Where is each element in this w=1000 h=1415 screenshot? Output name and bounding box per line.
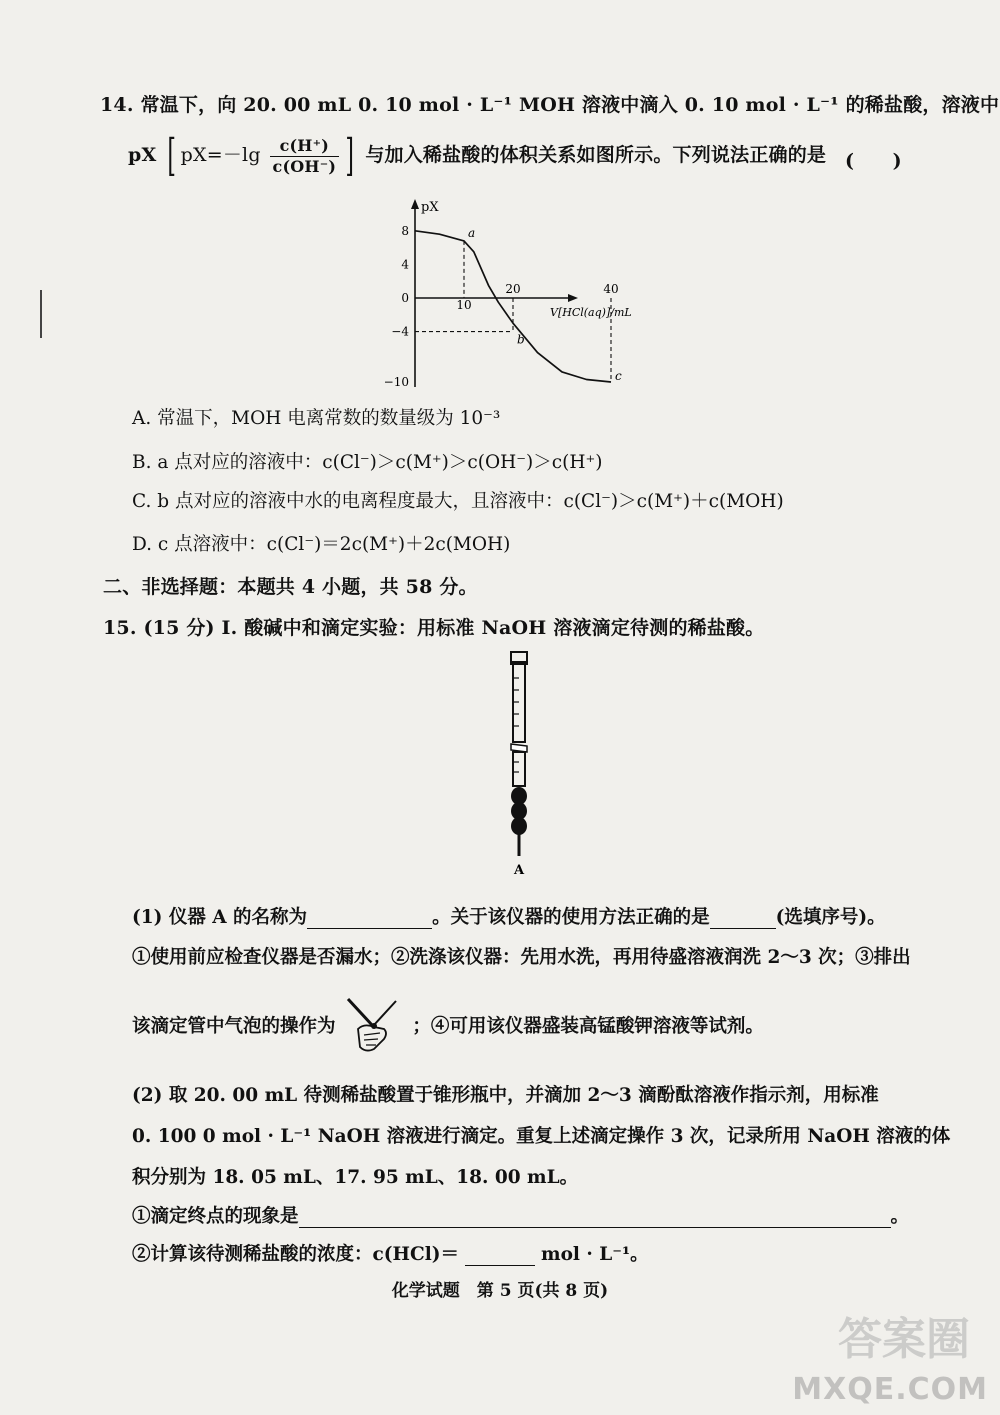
- q14-option-d: D. c 点溶液中：c(Cl⁻)＝2c(M⁺)＋2c(MOH): [132, 534, 511, 555]
- q15-p2-line1: (2) 取 20. 00 mL 待测稀盐酸置于锥形瓶中，并滴加 2～3 滴酚酞溶液作指示剂，用标准: [132, 1085, 879, 1106]
- y-axis-arrow: [411, 199, 419, 209]
- q15-p1-line1: [132, 903, 886, 929]
- q14-answer-paren: ( ): [845, 150, 902, 172]
- fraction-numerator: c(H⁺): [270, 136, 340, 156]
- q14-option-a: A. 常温下，MOH 电离常数的数量级为 10⁻³: [132, 408, 501, 429]
- point-label-c: c: [615, 369, 622, 383]
- q14-option-c: C. b 点对应的溶液中水的电离程度最大，且溶液中：c(Cl⁻)＞c(M⁺)＋c(MOH): [132, 491, 784, 512]
- p1-text-a: (1) 仪器 A 的名称为: [132, 907, 308, 928]
- burette-icon: [511, 652, 527, 856]
- px-definition: pX=－lg: [180, 144, 261, 166]
- q15-intro: 15. (15 分) Ⅰ. 酸碱中和滴定实验：用标准 NaOH 溶液滴定待测的稀盐酸。: [103, 617, 765, 639]
- fraction-denominator: c(OH⁻): [272, 156, 337, 176]
- y-tick-label: 0: [401, 291, 409, 305]
- page-footer: 化学试题 第 5 页(共 8 页): [391, 1281, 609, 1301]
- q15-p2-line3: 积分别为 18. 05 mL、17. 95 mL、18. 00 mL。: [132, 1167, 579, 1188]
- q15-p1-line2: ①使用前应检查仪器是否漏水；②洗涤该仪器：先用水洗，再用待盛溶液润洗 2～3 次；③排出: [132, 947, 911, 968]
- p1-line3-text-b: ；④可用该仪器盛装高锰酸钾溶液等试剂。: [412, 1016, 764, 1037]
- p2-q2-text-a: ②计算该待测稀盐酸的浓度：c(HCl)＝: [132, 1244, 460, 1265]
- px-prefix: pX: [128, 144, 157, 166]
- y-tick-label: −4: [391, 324, 409, 339]
- x-axis-arrow: [568, 294, 578, 302]
- x-tick-label: 40: [603, 282, 619, 296]
- y-tick-label: 4: [401, 257, 409, 272]
- x-axis-label: V[HCl(aq)]/mL: [550, 306, 632, 319]
- watermark-site: MXQE.COM: [792, 1372, 988, 1407]
- bracket-left: [: [167, 130, 177, 181]
- binding-margin-rule: [40, 290, 42, 338]
- bubble-removal-hand-icon: [344, 995, 404, 1055]
- bracket-right: ]: [345, 130, 355, 181]
- p2-q1-text: ①滴定终点的现象是: [132, 1206, 299, 1227]
- q15-p2-q1: [132, 1202, 909, 1228]
- p1-text-c: (选填序号)。: [775, 907, 886, 928]
- watermark-logo: 答案圈: [838, 1314, 970, 1365]
- y-tick-label: 8: [401, 223, 409, 238]
- p1-text-b: 。关于该仪器的使用方法正确的是: [432, 907, 710, 928]
- px-titration-chart: [360, 195, 670, 390]
- q14-stem-rest: 与加入稀盐酸的体积关系如图所示。下列说法正确的是: [365, 144, 827, 166]
- y-axis-label: pX: [421, 200, 439, 215]
- apparatus-label-a: A: [513, 863, 525, 878]
- p1-line3-text-a: 该滴定管中气泡的操作为: [132, 1016, 336, 1037]
- q14-option-b: B. a 点对应的溶液中：c(Cl⁻)＞c(M⁺)＞c(OH⁻)＞c(H⁺): [132, 452, 603, 473]
- section2-title: 二、非选择题：本题共 4 小题，共 58 分。: [103, 576, 478, 598]
- q14-line2: [128, 130, 827, 181]
- p2-q2-unit: mol · L⁻¹。: [541, 1244, 649, 1265]
- q14-line1: 14. 常温下，向 20. 00 mL 0. 10 mol · L⁻¹ MOH 溶液中滴入 0. 10 mol · L⁻¹ 的稀盐酸，溶液中: [100, 94, 1000, 116]
- answer-blank-hcl-concentration[interactable]: [465, 1247, 535, 1266]
- answer-blank-instrument-name[interactable]: [307, 910, 432, 929]
- px-fraction: [270, 136, 340, 175]
- x-tick-label: 20: [505, 282, 521, 296]
- q15-p2-q2: [132, 1240, 649, 1266]
- answer-blank-method[interactable]: [710, 910, 776, 929]
- answer-blank-endpoint-phenomenon[interactable]: [299, 1209, 891, 1228]
- x-tick-label: 10: [456, 298, 472, 312]
- burette-illustration: [490, 648, 560, 878]
- q15-p1-line3: [132, 1012, 764, 1038]
- point-label-a: a: [468, 225, 476, 240]
- q15-p2-line2: 0. 100 0 mol · L⁻¹ NaOH 溶液进行滴定。重复上述滴定操作 3 次，记录所用 NaOH 溶液的体: [132, 1126, 951, 1147]
- p2-q1-period: 。: [890, 1206, 910, 1227]
- y-tick-label: −10: [383, 375, 409, 389]
- point-label-b: b: [517, 332, 525, 347]
